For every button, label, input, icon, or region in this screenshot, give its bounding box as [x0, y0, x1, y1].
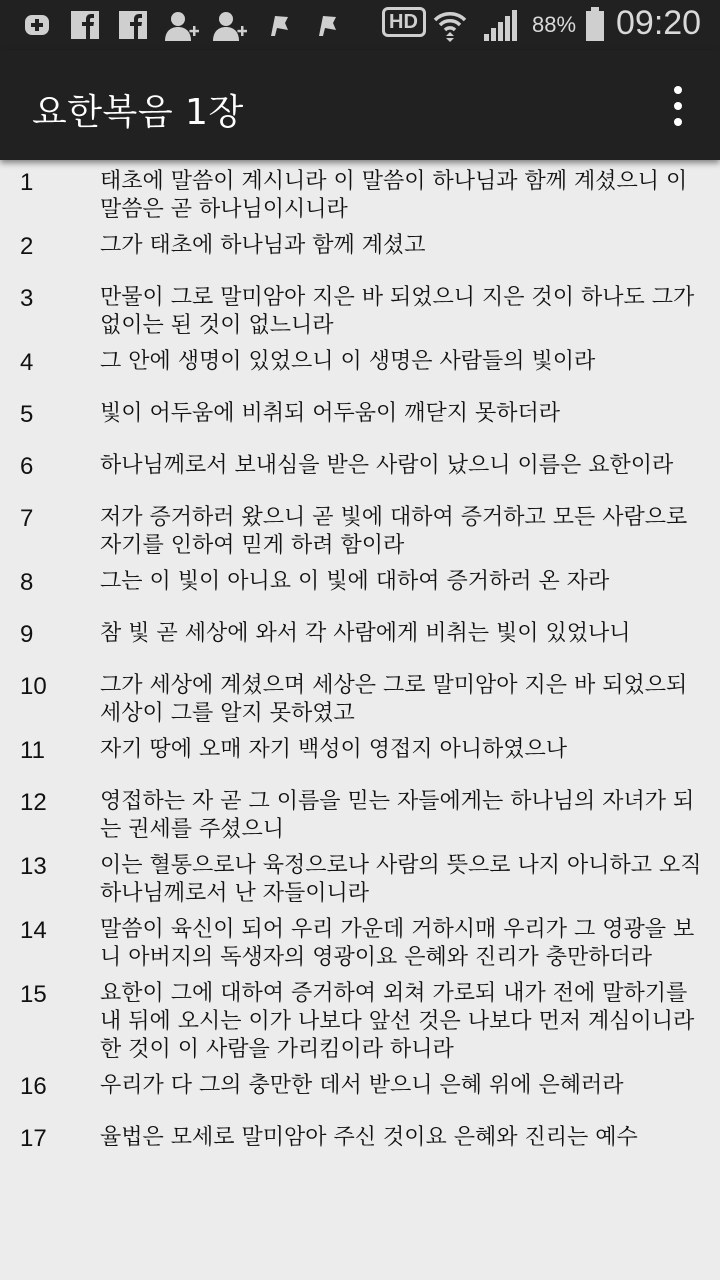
add-person-icon [212, 10, 250, 42]
verse-number: 4 [20, 349, 34, 376]
verse-row[interactable] [0, 224, 720, 276]
verse-number: 9 [20, 621, 34, 648]
verse-text: 그가 세상에 계셨으며 세상은 그로 말미암아 지은 바 되었으되 세상이 그를 알지 못하였고 [100, 673, 688, 726]
overflow-menu-dot [674, 118, 682, 126]
verse-text: 율법은 모세로 말미암아 주신 것이요 은혜와 진리는 예수 [100, 1125, 638, 1150]
verse-row[interactable] [0, 1064, 720, 1116]
verse-text: 빛이 어두움에 비취되 어두움이 깨닫지 못하더라 [100, 401, 561, 426]
verse-row[interactable] [0, 1116, 720, 1168]
verse-text: 하나님께로서 보내심을 받은 사람이 났으니 이름은 요한이라 [100, 453, 674, 478]
verse-number: 13 [20, 853, 47, 880]
verse-row[interactable] [0, 444, 720, 496]
verse-number: 7 [20, 505, 34, 532]
clock: 09:20 [616, 4, 702, 42]
verse-number: 6 [20, 453, 34, 480]
facebook-icon [118, 10, 150, 40]
battery-percent: 88% [532, 12, 577, 37]
verse-text: 말씀이 육신이 되어 우리 가운데 거하시매 우리가 그 영광을 보니 아버지의 독생자의 영광이요 은혜와 진리가 충만하더라 [100, 917, 695, 970]
verse-text: 우리가 다 그의 충만한 데서 받으니 은혜 위에 은혜러라 [100, 1073, 624, 1098]
flag-icon [266, 12, 292, 38]
verse-row[interactable] [0, 276, 720, 340]
hd-voice-icon [382, 7, 426, 37]
app-bar [0, 50, 720, 160]
add-person-icon [164, 10, 202, 42]
overflow-menu-icon [674, 86, 682, 94]
verse-text: 자기 땅에 오매 자기 백성이 영접지 아니하였으나 [100, 737, 568, 762]
page-title: 요한복음 1장 [32, 92, 244, 133]
signal-icon [482, 8, 520, 42]
verse-text: 그 안에 생명이 있었으니 이 생명은 사람들의 빛이라 [100, 349, 596, 374]
status-bar [0, 0, 720, 50]
verse-number: 11 [20, 737, 45, 764]
verse-row[interactable] [0, 972, 720, 1064]
verse-number: 16 [20, 1073, 47, 1100]
verse-row[interactable] [0, 728, 720, 780]
verse-number: 12 [20, 789, 47, 816]
verse-text: 그가 태초에 하나님과 함께 계셨고 [100, 233, 426, 258]
verse-number: 14 [20, 917, 47, 944]
verse-row[interactable] [0, 392, 720, 444]
verse-list[interactable] [0, 160, 720, 1280]
verse-row[interactable] [0, 560, 720, 612]
verse-number: 8 [20, 569, 34, 596]
verse-number: 1 [20, 169, 34, 196]
verse-row[interactable] [0, 340, 720, 392]
verse-row[interactable] [0, 908, 720, 972]
verse-text: 만물이 그로 말미암아 지은 바 되었으니 지은 것이 하나도 그가 없이는 된 것이 없느니라 [100, 285, 695, 338]
verse-number: 17 [20, 1125, 47, 1152]
flag-icon [314, 12, 340, 38]
verse-row[interactable] [0, 612, 720, 664]
verse-text: 요한이 그에 대하여 증거하여 외쳐 가로되 내가 전에 말하기를 내 뒤에 오시는 이가 나보다 앞선 것은 나보다 먼저 계심이니라 한 것이 이 사람을 가리킴이라 하니라 [100, 981, 695, 1062]
verse-number: 5 [20, 401, 34, 428]
verse-text: 영접하는 자 곧 그 이름을 믿는 자들에게는 하나님의 자녀가 되는 권세를 주셨으니 [100, 789, 695, 842]
plus-box-icon [24, 12, 52, 38]
verse-row[interactable] [0, 664, 720, 728]
verse-row[interactable] [0, 780, 720, 844]
verse-text: 태초에 말씀이 계시니라 이 말씀이 하나님과 함께 계셨으니 이 말씀은 곧 하나님이시니라 [100, 169, 688, 222]
overflow-menu-button[interactable] [666, 86, 690, 126]
verse-number: 2 [20, 233, 34, 260]
verse-text: 참 빛 곧 세상에 와서 각 사람에게 비취는 빛이 있었나니 [100, 621, 631, 646]
verse-text: 그는 이 빛이 아니요 이 빛에 대하여 증거하러 온 자라 [100, 569, 610, 594]
overflow-menu-dot [674, 102, 682, 110]
verse-row[interactable] [0, 844, 720, 908]
verse-number: 10 [20, 673, 47, 700]
hd-label: HD [389, 11, 418, 33]
battery-icon [584, 6, 606, 42]
verse-number: 3 [20, 285, 34, 312]
verse-text: 저가 증거하러 왔으니 곧 빛에 대하여 증거하고 모든 사람으로 자기를 인하여 믿게 하려 함이라 [100, 505, 688, 558]
verse-row[interactable] [0, 496, 720, 560]
wifi-icon [432, 8, 468, 44]
verse-text: 이는 혈통으로나 육정으로나 사람의 뜻으로 나지 아니하고 오직 하나님께로서 난 자들이니라 [100, 853, 702, 906]
verse-number: 15 [20, 981, 47, 1008]
verse-row[interactable] [0, 160, 720, 224]
facebook-icon [70, 10, 102, 40]
